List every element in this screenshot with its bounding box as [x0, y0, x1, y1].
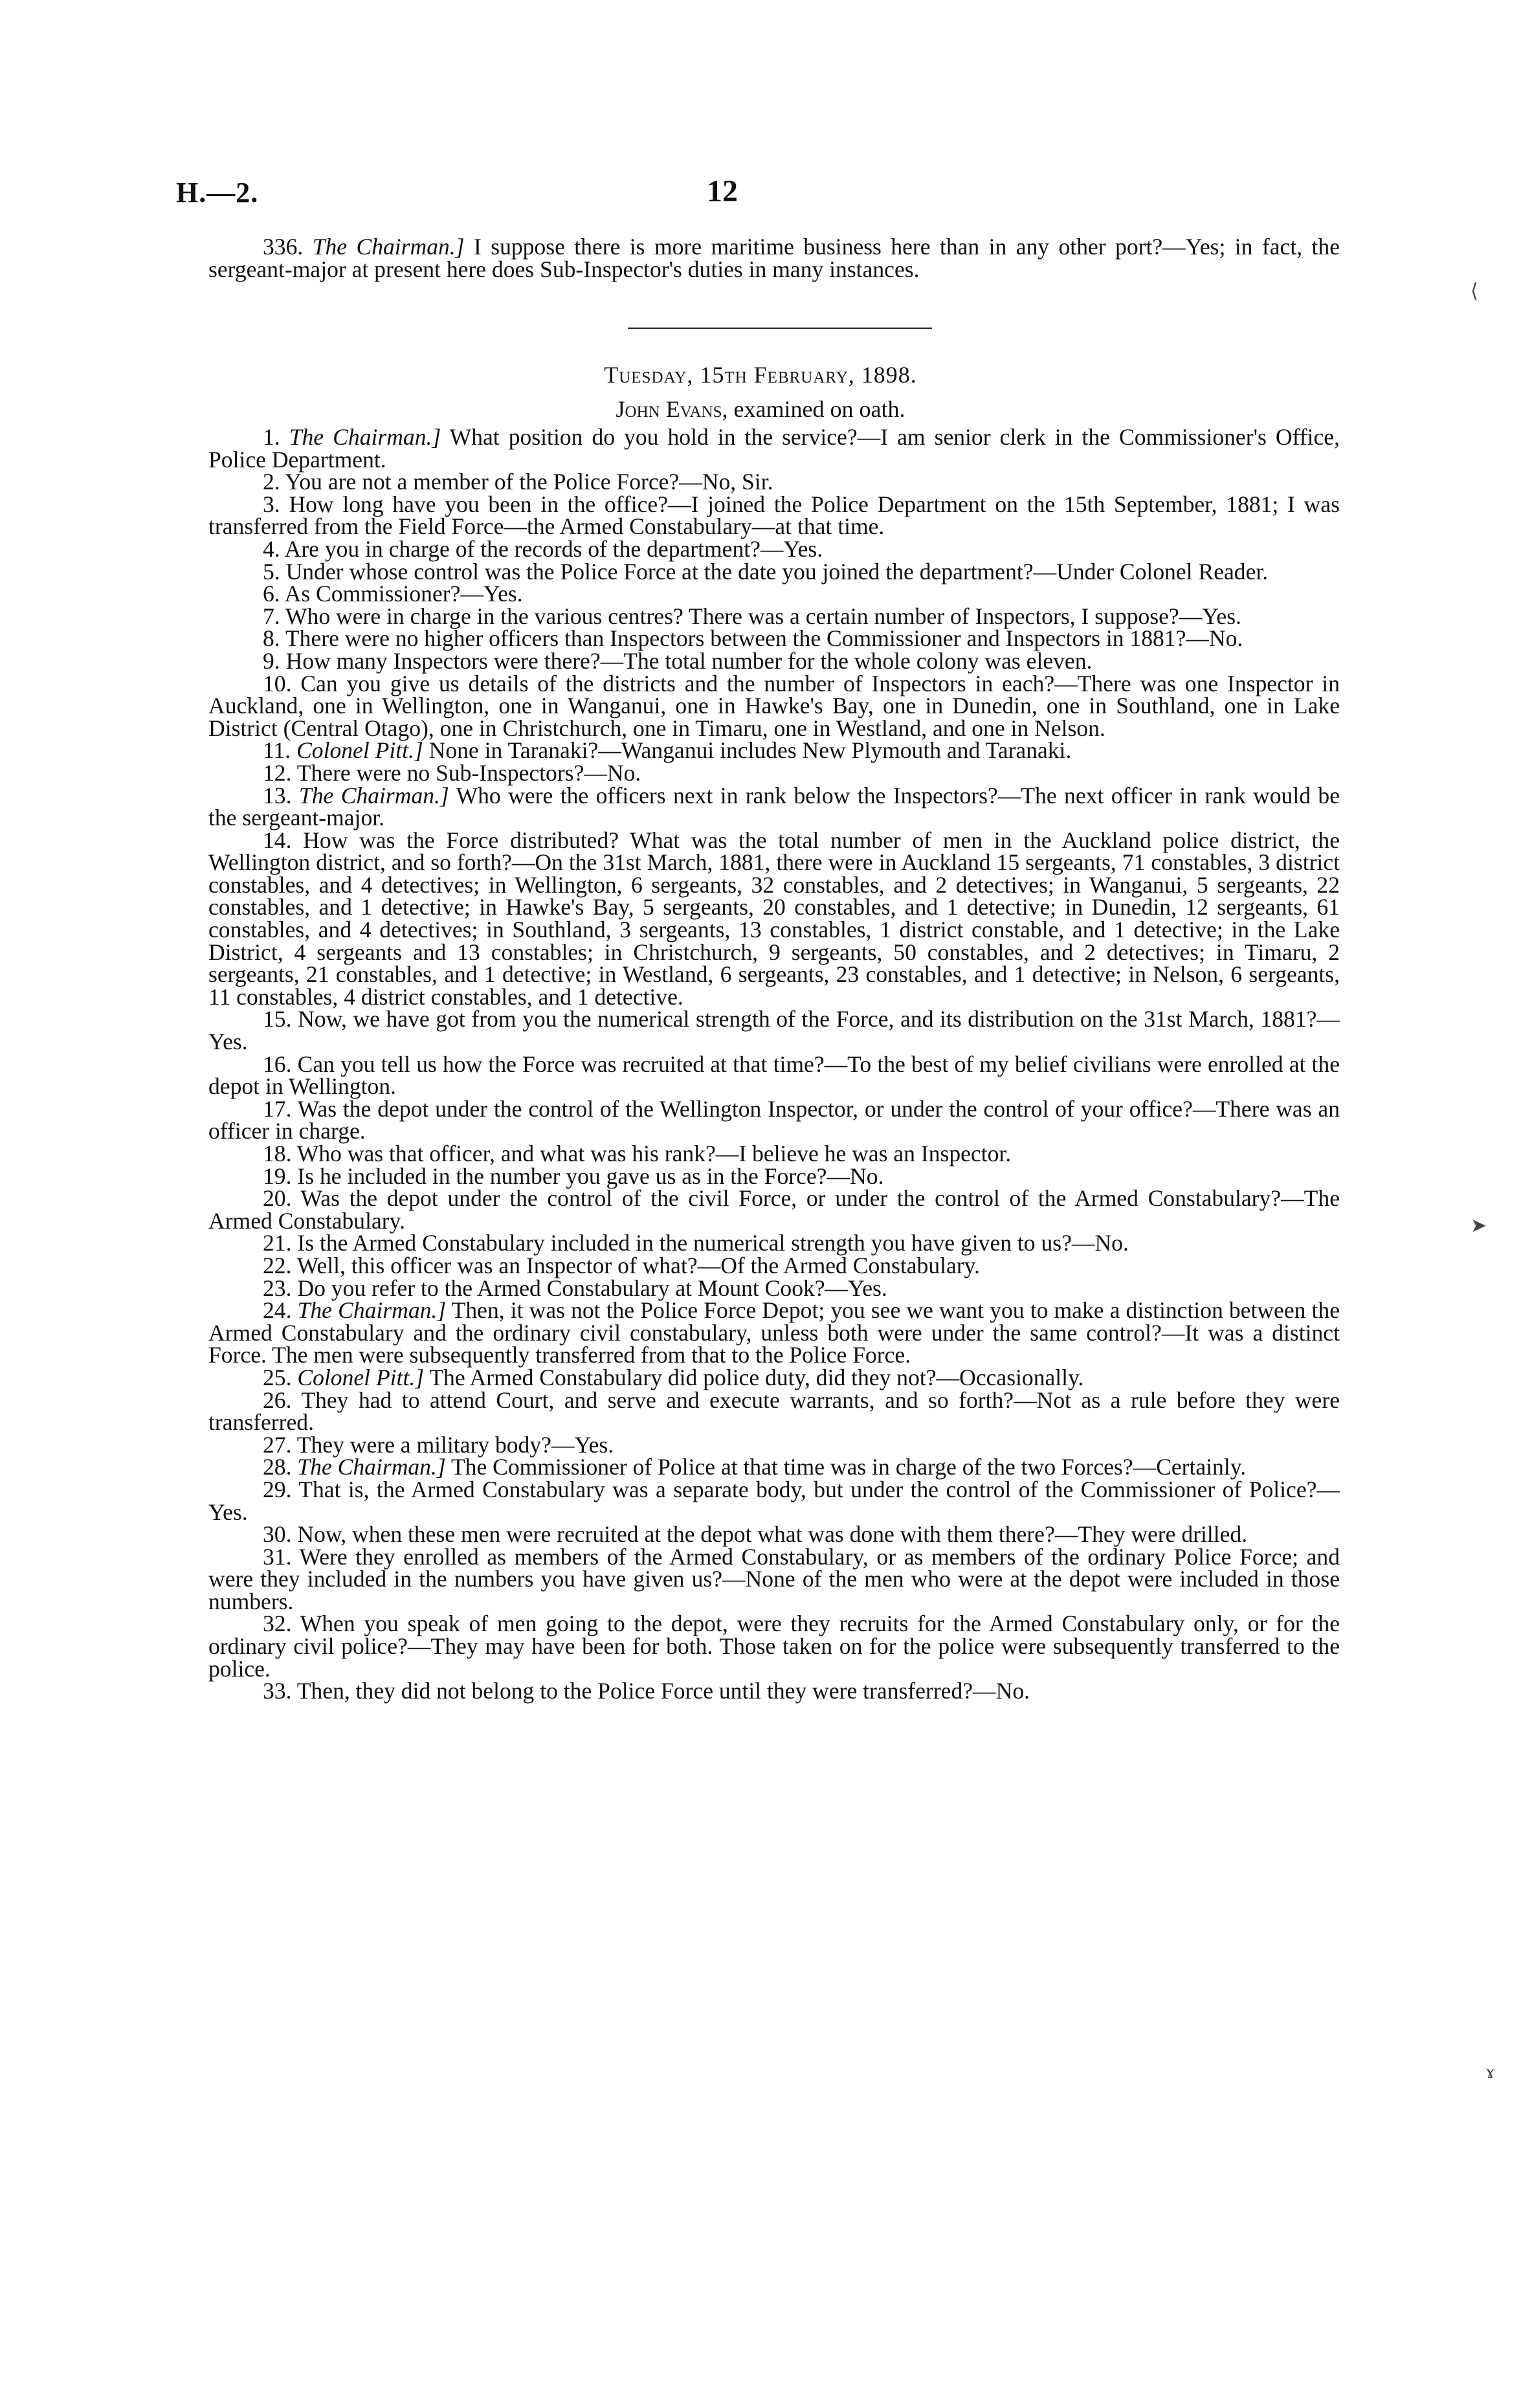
question-number: 26. [263, 1387, 292, 1413]
paragraph-text: Under whose control was the Police Force at the date you joined the department?—Under Colonel Reader. [285, 558, 1269, 585]
paragraph-text: Were they enrolled as members of the Armed Constabulary, or as members of the ordinary Police Force; and were they included in the numbers you have given us?—None of the men who were at the depot were included in those numbers. [208, 1543, 1340, 1614]
paragraph-text: None in Taranaki?—Wanganui includes New Plymouth and Taranaki. [423, 737, 1072, 764]
question-number: 20. [263, 1185, 292, 1212]
evidence-paragraph [208, 1095, 1340, 1144]
paragraph-text: What position do you hold in the service?—I am senior clerk in the Commissioner's Office, Police Department. [208, 424, 1340, 473]
evidence-paragraph [208, 236, 1340, 280]
evidence-paragraph [208, 426, 1340, 471]
evidence-paragraph [208, 647, 1340, 674]
evidence-paragraph [208, 1299, 1340, 1366]
section-divider [628, 328, 932, 329]
evidence-paragraph [208, 829, 1340, 1009]
question-number: 8. [263, 625, 280, 652]
question-number: 24. [263, 1297, 292, 1324]
evidence-paragraph [208, 1431, 1340, 1458]
evidence-paragraph [208, 1523, 1340, 1546]
question-number: 28. [263, 1454, 292, 1480]
evidence-paragraph [208, 759, 1340, 786]
margin-mark: ➤ [1471, 1215, 1487, 1236]
question-number: 12. [263, 759, 292, 786]
question-number: 27. [263, 1431, 292, 1458]
paragraph-text: Now, we have got from you the numerical strength of the Force, and its distribution on the 31st March, 1881?—Yes. [208, 1006, 1340, 1055]
paragraph-text: Is the Armed Constabulary included in the numerical strength you have given to us?—No. [297, 1230, 1129, 1256]
paragraph-text: There were no higher officers than Inspectors between the Commissioner and Inspectors in 1881?—No. [285, 625, 1243, 652]
paragraph-text: When you speak of men going to the depot, were they recruits for the Armed Constabulary only, or for the ordinary civil police?—They may have been for both. Those taken on for the police were subsequently transferred to the police. [208, 1611, 1340, 1682]
paragraph-text: They had to attend Court, and serve and execute warrants, and so forth?—Not as a rule before they were transferred. [208, 1387, 1340, 1436]
evidence-paragraph [208, 1254, 1340, 1277]
paragraph-text: How was the Force distributed? What was the total number of men in the Auckland police district, the Wellington district, and so forth?—On the 31st March, 1881, there were in Auckland 15 sergeants, 71 constables, 3 district constables, and 4 detectives; in Wellington, 6 sergeants, 32 constables, and 2 detectives; in Wanganui, 5 sergeants, 22 constables, and 1 detective; in Hawke's Bay, 5 sergeants, 20 constables, and 1 detective; in Dunedin, 12 sergeants, 61 constables, and 4 detectives; in Southland, 3 sergeants, 13 constables, 1 district constable, and 1 detective; in the Lake District, 4 sergeants and 13 constables; in Christchurch, 9 sergeants, 50 constables, and 2 detectives; in Timaru, 2 sergeants, 21 constables, and 1 detective; in Westland, 6 sergeants, 23 constables, and 1 detective; in Nelson, 6 sergeants, 11 constables, 4 district constables, and 1 detective. [208, 827, 1340, 1010]
paragraph-text: Was the depot under the control of the civil Force, or under the control of the Armed Constabulary?—The Armed Constabulary. [208, 1185, 1340, 1234]
evidence-paragraph [208, 1232, 1340, 1254]
speaker-name: Colonel Pitt.] [296, 737, 423, 764]
evidence-paragraph [208, 670, 1340, 741]
question-number: 25. [263, 1364, 292, 1390]
evidence-paragraph [208, 535, 1340, 562]
page-number: 12 [707, 174, 738, 208]
evidence-paragraph [208, 583, 1340, 605]
question-number: 4. [263, 535, 280, 562]
question-number: 22. [263, 1252, 292, 1278]
question-number: 32. [263, 1611, 292, 1637]
question-number: 30. [263, 1521, 292, 1548]
evidence-paragraph [208, 558, 1340, 585]
evidence-paragraph [208, 1277, 1340, 1300]
evidence-paragraph [208, 1389, 1340, 1434]
evidence-paragraph [208, 1187, 1340, 1232]
paragraph-text: Who were the officers next in rank below the Inspectors?—The next officer in rank would be the sergeant-major. [208, 782, 1340, 831]
question-number: 19. [263, 1163, 292, 1189]
evidence-paragraph [208, 1456, 1340, 1478]
paragraph-text: Is he included in the number you gave us as in the Force?—No. [297, 1163, 884, 1189]
speaker-name: Colonel Pitt.] [297, 1364, 425, 1390]
speaker-name: The Chairman.] [289, 424, 441, 450]
continued-evidence [208, 236, 1340, 280]
question-number: 336. [263, 234, 304, 260]
margin-mark: ⟨ [1471, 280, 1478, 302]
question-number: 16. [263, 1051, 292, 1077]
evidence-paragraph [208, 1143, 1340, 1165]
question-number: 21. [263, 1230, 292, 1256]
paragraph-text: Who was that officer, and what was his rank?—I believe he was an Inspector. [296, 1141, 1012, 1166]
paragraph-text: Was the depot under the control of the Wellington Inspector, or under the control of your office?—There was an officer in charge. [208, 1095, 1340, 1144]
paragraph-text: The Armed Constabulary did police duty, did they not?—Occasionally. [424, 1364, 1084, 1390]
evidence-paragraph [208, 1612, 1340, 1680]
question-number: 11. [263, 737, 291, 764]
margin-mark: ɤ [1486, 2061, 1495, 2082]
paragraph-text: They were a military body?—Yes. [296, 1431, 614, 1458]
evidence-paragraph [208, 627, 1340, 650]
evidence-transcript [208, 426, 1340, 1702]
speaker-name: The Chairman.] [297, 1297, 447, 1324]
paragraph-text: Then, they did not belong to the Police Force until they were transferred?—No. [296, 1678, 1030, 1704]
question-number: 3. [263, 491, 280, 517]
question-number: 10. [263, 670, 292, 697]
session-date: Tuesday, 15th February, 1898. [604, 362, 917, 388]
paragraph-text: Can you give us details of the districts and the number of Inspectors in each?—There was one Inspector in Auckland, one in Wellington, one in Wanganui, one in Hawke's Bay, one in Dunedin, one in Southland, one in Lake District (Central Otago), one in Christchurch, one in Timaru, one in Westland, and one in Nelson. [208, 670, 1340, 741]
question-number: 13. [263, 782, 292, 808]
evidence-paragraph [208, 1478, 1340, 1523]
paragraph-text: Are you in charge of the records of the department?—Yes. [284, 535, 823, 562]
question-number: 2. [263, 469, 280, 495]
paragraph-text: How long have you been in the office?—I joined the Police Department on the 15th September, 1881; I was transferred from the Field Force—the Armed Constabulary—at that time. [208, 491, 1340, 540]
paragraph-text: Then, it was not the Police Force Depot; you see we want you to make a distinction between the Armed Constabulary and the ordinary civil constabulary, unless both were under the same control?—It was a distinct Force. The men were subsequently transferred from that to the Police Force. [208, 1297, 1340, 1368]
question-number: 7. [263, 603, 280, 629]
paragraph-text: How many Inspectors were there?—The total number for the whole colony was eleven. [285, 647, 1093, 674]
evidence-paragraph [208, 1053, 1340, 1098]
question-number: 18. [263, 1141, 292, 1166]
question-number: 23. [263, 1275, 292, 1301]
question-number: 33. [263, 1678, 292, 1704]
evidence-paragraph [208, 739, 1340, 762]
paragraph-text: The Commissioner of Police at that time was in charge of the two Forces?—Certainly. [445, 1454, 1247, 1480]
paragraph-text: I suppose there is more maritime business here than in any other port?—Yes; in fact, the sergeant-major at present here does Sub-Inspector's duties in many instances. [208, 234, 1340, 282]
evidence-paragraph [208, 1366, 1340, 1389]
question-number: 5. [263, 558, 280, 585]
speaker-name: The Chairman.] [297, 1454, 446, 1480]
paragraph-text: You are not a member of the Police Force?—No, Sir. [285, 469, 773, 495]
evidence-paragraph [208, 1680, 1340, 1702]
evidence-paragraph [208, 1543, 1340, 1614]
question-number: 31. [263, 1543, 292, 1570]
paragraph-text: There were no Sub-Inspectors?—No. [296, 759, 641, 786]
paragraph-text: As Commissioner?—Yes. [284, 581, 523, 607]
question-number: 1. [263, 424, 280, 450]
evidence-paragraph [208, 1008, 1340, 1053]
evidence-paragraph [208, 493, 1340, 538]
evidence-paragraph [208, 471, 1340, 493]
paragraph-text: Can you tell us how the Force was recruited at that time?—To the best of my belief civilians were enrolled at the depot in Wellington. [208, 1051, 1340, 1100]
paragraph-text: Now, when these men were recruited at the depot what was done with them there?—They were drilled. [297, 1521, 1248, 1548]
paragraph-text: Well, this officer was an Inspector of what?—Of the Armed Constabulary. [296, 1252, 981, 1278]
question-number: 29. [263, 1476, 292, 1502]
paragraph-text: Who were in charge in the various centres? There was a certain number of Inspectors, I suppose?—Yes. [285, 603, 1241, 629]
speaker-name: The Chairman.] [312, 234, 465, 260]
question-number: 14. [263, 827, 292, 853]
question-number: 9. [263, 647, 280, 674]
paragraph-text: That is, the Armed Constabulary was a separate body, but under the control of the Commissioner of Police?—Yes. [208, 1476, 1340, 1525]
witness-name: John Evans [616, 396, 722, 422]
question-number: 17. [263, 1095, 292, 1122]
witness-examination-note: , examined on oath. [722, 396, 905, 422]
evidence-paragraph [208, 1165, 1340, 1188]
speaker-name: The Chairman.] [298, 782, 449, 808]
question-number: 6. [263, 581, 280, 607]
paragraph-text: Do you refer to the Armed Constabulary at Mount Cook?—Yes. [297, 1275, 887, 1301]
evidence-paragraph [208, 782, 1340, 831]
evidence-paragraph [208, 605, 1340, 628]
document-reference: H.—2. [176, 177, 259, 208]
witness-heading [0, 396, 1521, 423]
question-number: 15. [263, 1006, 292, 1032]
